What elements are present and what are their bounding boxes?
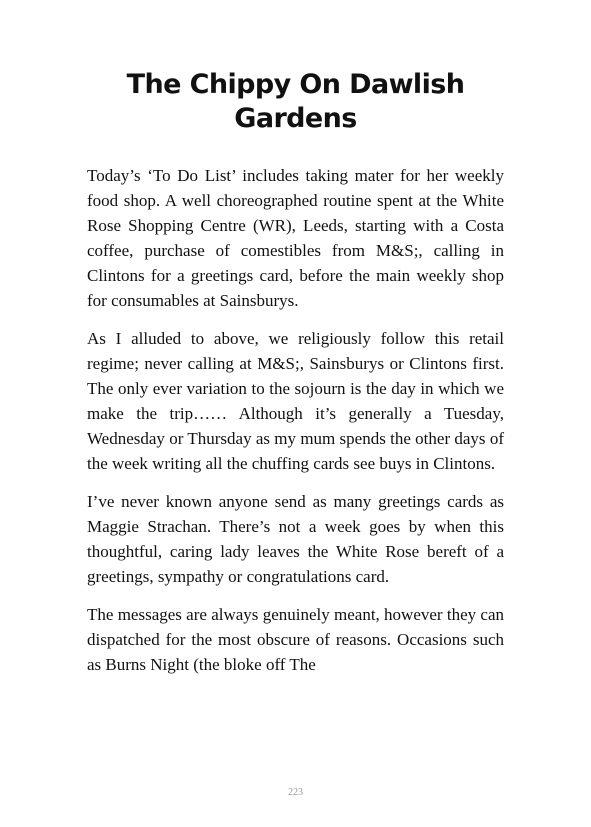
- paragraph: As I alluded to above, we religiously follow this retail regime; never calling at M&S;, Sainsburys or Clintons first. The only ever variation to the sojourn is the day in which we make the trip…… Although it’s generally a Tuesday, Wednesday or Thursday as my mum spends the other days of the week writing all the chuffing cards see buys in Clintons.: [87, 329, 504, 473]
- body-text: [87, 163, 504, 690]
- paragraph: The messages are always genuinely meant, however they can dispatched for the most obscure of reasons. Occasions such as Burns Night (the bloke off The: [87, 605, 504, 674]
- paragraph: Today’s ‘To Do List’ includes taking mater for her weekly food shop. A well choreographed routine spent at the White Rose Shopping Centre (WR), Leeds, starting with a Costa coffee, purchase of comestibles from M&S;, calling in Clintons for a greetings card, before the main weekly shop for consumables at Sainsburys.: [87, 166, 504, 310]
- chapter-title: The Chippy On Dawlish Gardens: [126, 69, 465, 134]
- page-number: 223: [288, 787, 303, 798]
- paragraph: I’ve never known anyone send as many greetings cards as Maggie Strachan. There’s not a week goes by when this thoughtful, caring lady leaves the White Rose bereft of a greetings, sympathy or congratulations card.: [87, 492, 504, 586]
